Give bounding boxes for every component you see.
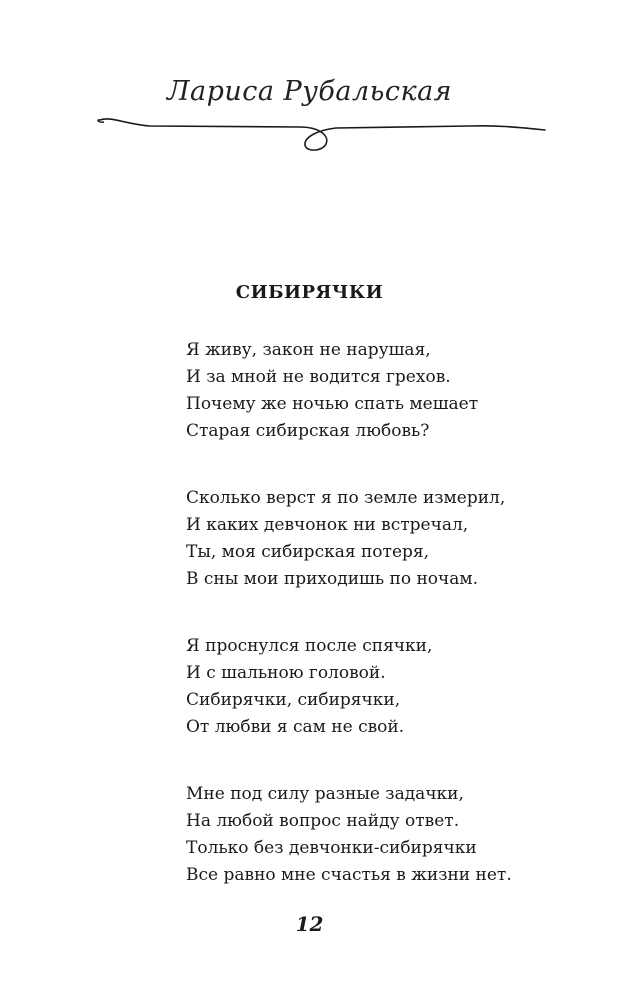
page-number: 12 (295, 912, 324, 936)
flourish-ornament (0, 100, 619, 170)
stanza (186, 781, 546, 889)
poem-title: СИБИРЯЧКИ (235, 282, 384, 303)
poem-line: Все равно мне счастья в жизни нет. (186, 865, 512, 885)
poem-line: И каких девчонок ни встречал, (186, 515, 469, 535)
page-header (0, 0, 619, 180)
poem-line: В сны мои приходишь по ночам. (186, 569, 479, 589)
poem-line: От любви я сам не свой. (186, 717, 405, 737)
stanza (186, 633, 546, 741)
author-name: Лариса Рубальская (166, 76, 453, 107)
poem-line: И за мной не водится грехов. (186, 367, 451, 387)
poem-line: Старая сибирская любовь? (186, 421, 430, 441)
poem-line: И с шальною головой. (186, 663, 386, 683)
poem-line: Ты, моя сибирская потеря, (186, 542, 430, 562)
stanza (186, 337, 546, 445)
poem-line: На любой вопрос найду ответ. (186, 811, 460, 831)
poem-line: Только без девчонки-сибирячки (186, 838, 477, 858)
poem-line: Я живу, закон не нарушая, (186, 340, 431, 360)
stanza (186, 485, 546, 593)
poem-line: Сибирячки, сибирячки, (186, 690, 401, 710)
poem-line: Сколько верст я по земле измерил, (186, 488, 506, 508)
poem-line: Почему же ночью спать мешает (186, 394, 479, 414)
poem-body (186, 337, 546, 929)
poem-line: Мне под силу разные задачки, (186, 784, 464, 804)
poem-line: Я проснулся после спячки, (186, 636, 433, 656)
